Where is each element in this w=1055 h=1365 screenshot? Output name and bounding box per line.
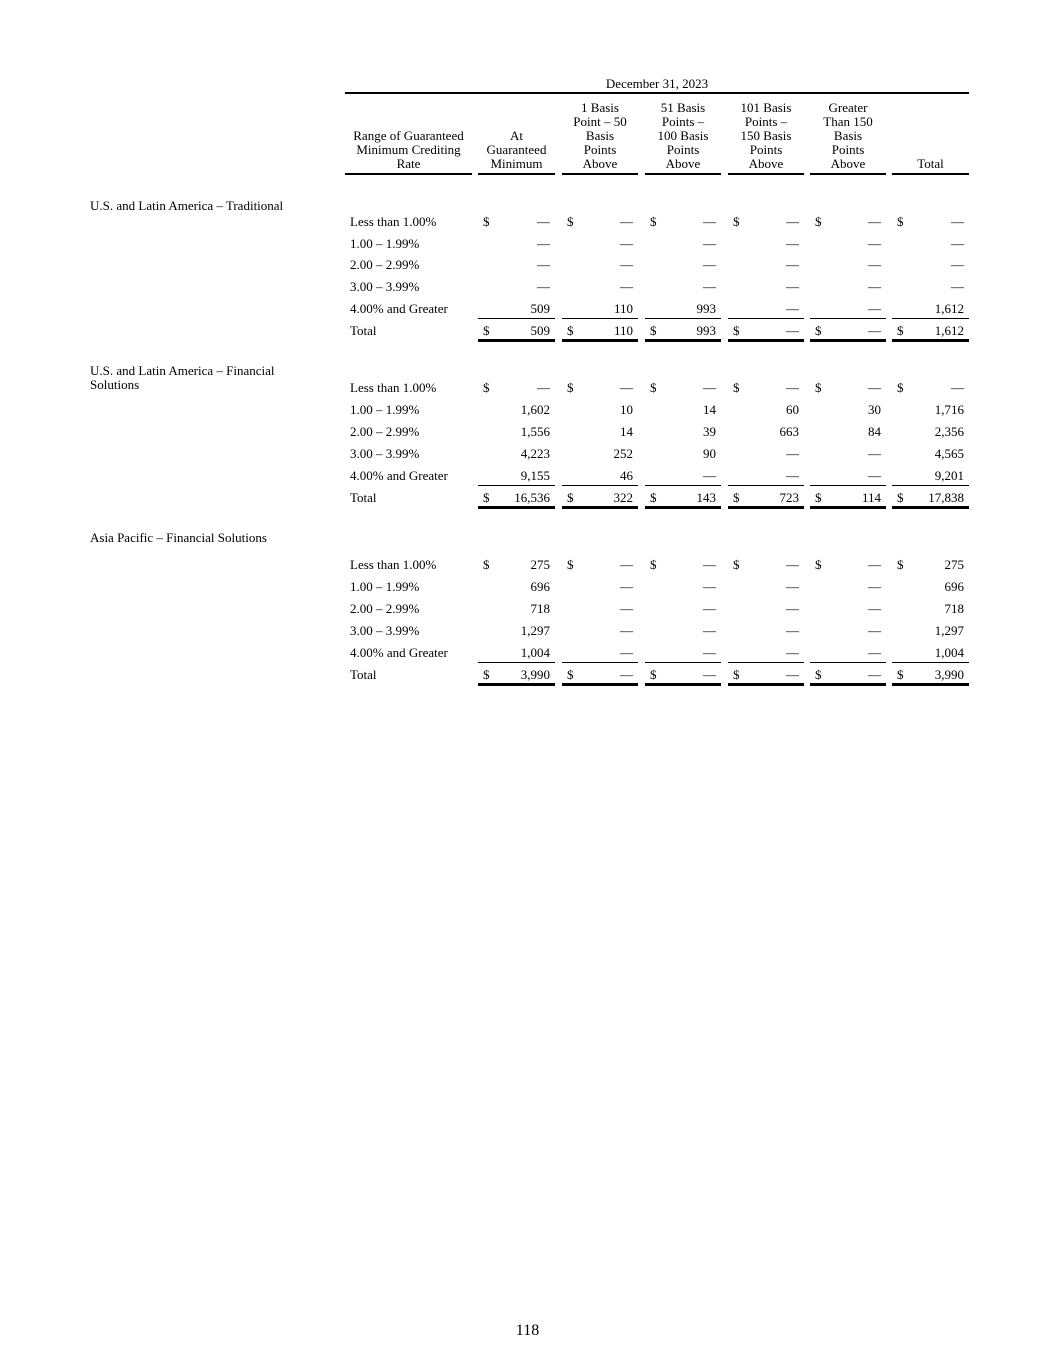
table-cell: — [868,236,881,251]
table-cell: 84 [868,424,881,439]
currency-symbol: $ [483,557,490,572]
table-cell: 10 [620,402,633,417]
table-cell: — [951,279,964,294]
total-double-rule [728,683,804,686]
table-cell: 4,223 [520,446,550,461]
table-cell: 1,612 [934,301,964,316]
currency-symbol: $ [567,490,574,505]
table-cell: — [786,446,799,461]
column-header-underline [892,173,969,175]
total-double-rule [810,339,886,342]
table-cell: — [786,601,799,616]
rate-range-label: Less than 1.00% [350,380,437,395]
currency-symbol: $ [733,214,740,229]
subtotal-rule [562,662,638,663]
subtotal-rule [892,485,969,486]
subtotal-rule [478,485,555,486]
column-header: Greater Than 150 Basis Points Above [823,100,873,171]
currency-symbol: $ [897,214,904,229]
table-cell: — [786,279,799,294]
table-cell: 718 [944,601,964,616]
total-double-rule [892,339,969,342]
total-double-rule [645,506,721,509]
table-cell: 1,556 [520,424,550,439]
table-cell: — [703,236,716,251]
table-cell: — [620,214,633,229]
rate-range-label: 2.00 – 2.99% [350,257,420,272]
currency-symbol: $ [733,557,740,572]
currency-symbol: $ [897,323,904,338]
rate-range-label: 4.00% and Greater [350,301,448,316]
table-cell: — [951,214,964,229]
total-double-rule [562,683,638,686]
table-cell: — [868,579,881,594]
currency-symbol: $ [567,667,574,682]
currency-symbol: $ [815,667,822,682]
currency-symbol: $ [650,380,657,395]
table-cell: — [620,623,633,638]
rate-range-label: 3.00 – 3.99% [350,279,420,294]
table-cell: — [786,579,799,594]
column-header-underline [810,173,886,175]
table-cell: 509 [530,323,550,338]
table-cell: 252 [613,446,633,461]
page-number: 118 [515,1322,540,1339]
subtotal-rule [892,318,969,319]
column-header-underline [562,173,638,175]
total-double-rule [562,339,638,342]
table-cell: 39 [703,424,716,439]
table-cell: — [620,579,633,594]
column-header-underline [645,173,721,175]
table-cell: 143 [696,490,716,505]
table-cell: — [703,557,716,572]
currency-symbol: $ [815,323,822,338]
table-cell: — [703,645,716,660]
table-cell: 114 [861,490,881,505]
total-row-label: Total [350,323,377,338]
table-cell: 696 [944,579,964,594]
table-cell: 1,612 [934,323,964,338]
total-double-rule [892,506,969,509]
subtotal-rule [645,318,721,319]
currency-symbol: $ [733,667,740,682]
total-double-rule [645,683,721,686]
currency-symbol: $ [815,557,822,572]
subtotal-rule [562,318,638,319]
table-cell: 9,155 [520,468,550,483]
table-cell: 718 [530,601,550,616]
table-cell: 993 [696,323,716,338]
table-cell: — [868,323,881,338]
table-cell: — [786,301,799,316]
subtotal-rule [810,662,886,663]
currency-symbol: $ [897,667,904,682]
table-cell: 14 [703,402,716,417]
table-cell: — [620,257,633,272]
total-double-rule [478,339,555,342]
table-cell: — [868,468,881,483]
table-cell: — [537,236,550,251]
table-cell: 322 [613,490,633,505]
rate-range-label: 3.00 – 3.99% [350,623,420,638]
rate-range-label: 4.00% and Greater [350,645,448,660]
currency-symbol: $ [650,323,657,338]
subtotal-rule [645,662,721,663]
table-cell: — [951,257,964,272]
column-header: Range of Guaranteed Minimum Crediting Rate [353,128,464,171]
table-cell: 17,838 [928,490,964,505]
currency-symbol: $ [733,380,740,395]
currency-symbol: $ [483,490,490,505]
subtotal-rule [728,318,804,319]
column-header: Total [917,156,944,171]
table-cell: 3,990 [934,667,964,682]
table-cell: 46 [620,468,633,483]
table-cell: 509 [530,301,550,316]
subtotal-rule [810,485,886,486]
table-cell: 1,004 [934,645,964,660]
table-cell: 14 [620,424,633,439]
currency-symbol: $ [650,557,657,572]
segment-name: Asia Pacific – Financial Solutions [90,530,267,545]
table-cell: — [620,667,633,682]
table-cell: — [620,279,633,294]
table-cell: 1,297 [520,623,550,638]
rate-range-label: 4.00% and Greater [350,468,448,483]
segment-name: U.S. and Latin America – Traditional [90,198,284,213]
total-double-rule [478,683,555,686]
date-header: December 31, 2023 [605,76,709,91]
rate-range-label: 1.00 – 1.99% [350,579,420,594]
table-cell: — [786,468,799,483]
table-cell: — [620,380,633,395]
table-cell: 723 [779,490,799,505]
table-cell: 1,004 [520,645,550,660]
total-double-rule [728,339,804,342]
rate-range-label: 2.00 – 2.99% [350,601,420,616]
currency-symbol: $ [815,214,822,229]
column-header-underline [345,173,472,175]
table-cell: 696 [530,579,550,594]
table-cell: — [786,557,799,572]
currency-symbol: $ [567,323,574,338]
table-cell: — [703,579,716,594]
table-cell: — [620,601,633,616]
table-cell: — [868,557,881,572]
table-cell: — [786,623,799,638]
subtotal-rule [562,485,638,486]
table-cell: 993 [696,301,716,316]
table-cell: 1,716 [934,402,964,417]
total-double-rule [892,683,969,686]
currency-symbol: $ [483,214,490,229]
rate-range-label: 2.00 – 2.99% [350,424,420,439]
table-cell: — [868,214,881,229]
table-cell: 663 [779,424,799,439]
currency-symbol: $ [567,557,574,572]
table-cell: 2,356 [934,424,964,439]
table-cell: — [703,667,716,682]
table-cell: — [703,279,716,294]
rate-range-label: Less than 1.00% [350,557,437,572]
table-cell: — [868,446,881,461]
table-cell: — [537,257,550,272]
table-cell: — [537,380,550,395]
table-cell: — [786,236,799,251]
currency-symbol: $ [650,214,657,229]
total-double-rule [810,506,886,509]
currency-symbol: $ [815,490,822,505]
table-cell: 30 [868,402,881,417]
table-cell: — [951,380,964,395]
total-row-label: Total [350,667,377,682]
table-cell: — [786,323,799,338]
table-cell: 9,201 [934,468,964,483]
subtotal-rule [478,662,555,663]
currency-symbol: $ [815,380,822,395]
table-cell: 1,602 [520,402,550,417]
header-top-rule [345,92,969,94]
table-cell: — [868,645,881,660]
currency-symbol: $ [650,667,657,682]
column-header: 51 Basis Points – 100 Basis Points Above [657,100,709,171]
table-cell: 16,536 [514,490,550,505]
currency-symbol: $ [483,667,490,682]
total-double-rule [728,506,804,509]
table-cell: 4,565 [934,446,964,461]
segment-name: U.S. and Latin America – Financial Solutions [90,363,275,392]
table-cell: 275 [530,557,550,572]
table-cell: 110 [613,301,633,316]
currency-symbol: $ [897,490,904,505]
column-header: 101 Basis Points – 150 Basis Points Above [740,100,792,171]
column-header: At Guaranteed Minimum [486,128,547,171]
subtotal-rule [645,485,721,486]
currency-symbol: $ [567,214,574,229]
table-cell: — [786,214,799,229]
table-cell: 275 [944,557,964,572]
subtotal-rule [810,318,886,319]
table-cell: 3,990 [520,667,550,682]
table-cell: — [620,645,633,660]
table-cell: — [703,380,716,395]
currency-symbol: $ [897,557,904,572]
total-double-rule [645,339,721,342]
table-cell: 110 [613,323,633,338]
table-cell: — [868,279,881,294]
table-cell: — [703,601,716,616]
rate-range-label: 3.00 – 3.99% [350,446,420,461]
subtotal-rule [728,662,804,663]
table-cell: — [868,380,881,395]
rate-range-label: 1.00 – 1.99% [350,402,420,417]
table-cell: — [786,257,799,272]
table-cell: — [868,601,881,616]
table-cell: — [868,623,881,638]
rate-range-label: 1.00 – 1.99% [350,236,420,251]
table-cell: 60 [786,402,799,417]
currency-symbol: $ [650,490,657,505]
currency-symbol: $ [733,323,740,338]
table-cell: — [703,257,716,272]
subtotal-rule [478,318,555,319]
table-cell: — [703,214,716,229]
table-cell: — [786,645,799,660]
currency-symbol: $ [483,323,490,338]
column-header-underline [478,173,555,175]
total-double-rule [562,506,638,509]
total-double-rule [478,506,555,509]
table-cell: 1,297 [934,623,964,638]
table-cell: — [951,236,964,251]
table-cell: — [868,667,881,682]
currency-symbol: $ [733,490,740,505]
table-cell: 90 [703,446,716,461]
table-cell: — [786,667,799,682]
rate-range-label: Less than 1.00% [350,214,437,229]
column-header: 1 Basis Point – 50 Basis Points Above [573,100,627,171]
table-cell: — [786,380,799,395]
currency-symbol: $ [567,380,574,395]
table-cell: — [703,623,716,638]
table-cell: — [620,236,633,251]
table-cell: — [703,468,716,483]
table-cell: — [620,557,633,572]
subtotal-rule [728,485,804,486]
currency-symbol: $ [897,380,904,395]
table-cell: — [868,257,881,272]
table-cell: — [537,214,550,229]
table-cell: — [537,279,550,294]
total-row-label: Total [350,490,377,505]
column-header-underline [728,173,804,175]
table-cell: — [868,301,881,316]
currency-symbol: $ [483,380,490,395]
subtotal-rule [892,662,969,663]
total-double-rule [810,683,886,686]
